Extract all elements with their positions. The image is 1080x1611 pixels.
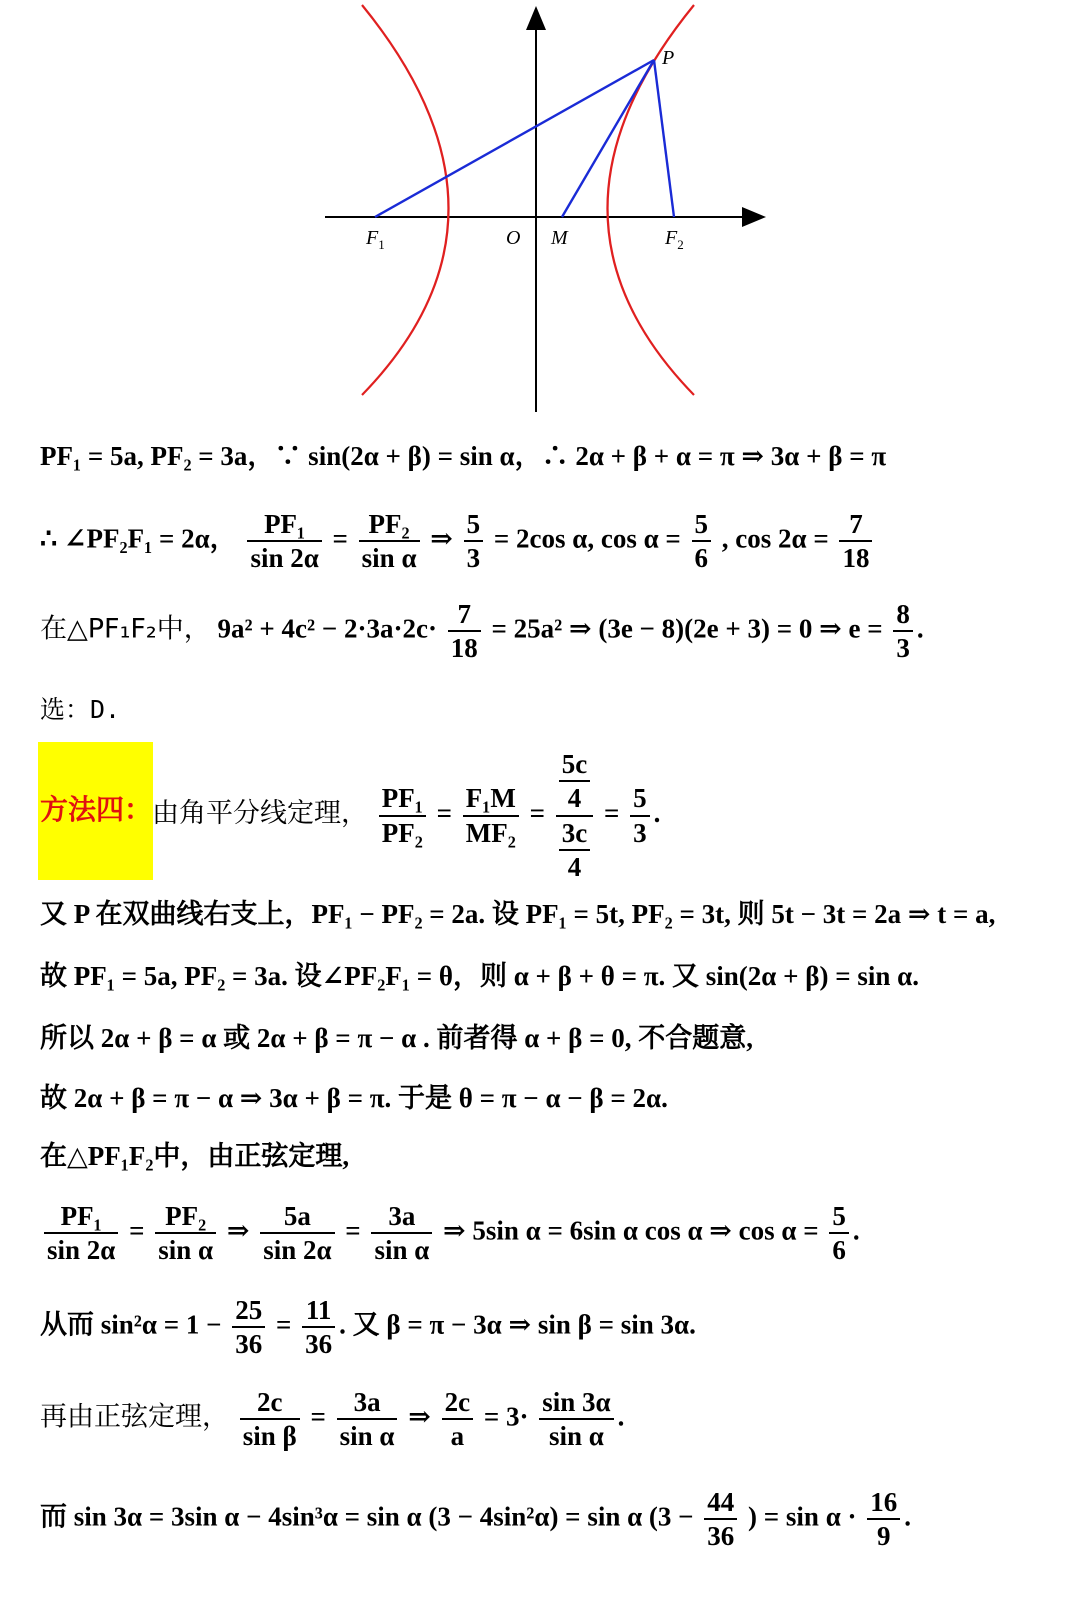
text: ∴ ∠PF₂F₁ = 2α， [40,523,237,554]
line-10: $\frac{\text{PF₁}}{\sin 2\alpha}$ = $\frac{\text{PF₂}}{\text{sin α}}$ ⇒ $\frac{5a}{\sin 2\alpha}$ = $\frac{3a}{\text{sin α}}$ ⇒ 5sin α = 6sin α cos α ⇒ cos α = $\frac{5}{6}$ . [40,1200,860,1267]
segment-pf1 [375,60,654,217]
line-6: 故 PF₁ = 5a, PF₂ = 3a. 设∠PF₂F₁ = θ，则 α + β + θ = π. 又 sin(2α + β) = sin α. [40,961,919,991]
text: ⇒ 5sin α = 6sin α cos α ⇒ cos α = [443,1215,819,1246]
label-m: M [551,227,568,249]
fraction: $\frac{8}{3}$ [893,598,913,665]
fraction: $\frac{5}{6}$ [829,1200,849,1267]
text: ) = sin α · [748,1501,857,1532]
fraction: $\frac{\text{PF₁}}{\text{PF₂}}$ [379,782,426,849]
fraction: $\frac{25}{36}$ [232,1294,265,1361]
line-5: 又 P 在双曲线右支上，PF₁ − PF₂ = 2a. 设 PF₁ = 5t, PF₂ = 3t, 则 5t − 3t = 2a ⇒ t = a, [40,899,996,929]
text: , cos 2α = [721,523,829,554]
text: 再由正弦定理， [40,1401,229,1433]
line-12: 再由正弦定理， $\frac{2c}{\text{sin β}}$ = $\frac{3a}{\text{sin α}}$ ⇒ $\frac{2c}{a}$ = 3· $\frac{\sin 3\alpha}{\text{sin α}}$ . [40,1387,625,1452]
fraction: $\frac{\text{F₁M}}{\text{MF₂}}$ [463,782,519,849]
answer-choice: 选：D. [40,695,121,724]
label-o: O [506,227,521,249]
method-label: 方法四： [40,793,153,826]
text: = 2cos α, cos α = [493,523,681,554]
line-13: 而 sin 3α = 3sin α − 4sin³α = sin α (3 − 4sin²α) = sin α (3 − $\frac{44}{36}$ ) = sin α · $\frac{16}{9}$ . [40,1487,912,1552]
fraction: $\frac{2c}{\text{sin β}}$ [240,1386,300,1453]
fraction: $\frac{5a}{\sin 2\alpha}$ [260,1200,334,1267]
fraction: $\frac{11}{36}$ [302,1294,335,1361]
fraction: $\frac{44}{36}$ [704,1486,737,1553]
text: 由角平分线定理， [152,797,368,829]
fraction: $\frac{16}{9}$ [867,1486,900,1553]
line-1: PF₁ = 5a, PF₂ = 3a，∵ sin(2α + β) = sin α，∴ 2α + β + α = π ⇒ 3α + β = π [40,441,887,471]
fraction: $\frac{\text{PF₂}}{\text{sin α}}$ [155,1200,216,1267]
fraction: $\frac{\text{PF₁}}{\sin 2\alpha}$ [44,1200,118,1267]
label-f1: $F_1$ [366,227,385,252]
compound-fraction: $\frac{\frac{5c}{4}}{\frac{3c}{4}}$ [556,748,593,884]
fraction: $\frac{\text{PF₂}}{\text{sin α}}$ [359,508,420,575]
fraction: $\frac{3a}{\text{sin α}}$ [337,1386,398,1453]
text: = 3· [483,1401,529,1432]
segment-pf2 [654,60,674,217]
text: ⇒ [430,523,453,554]
text: = [332,523,348,554]
line-3: 在△PF₁F₂中， 9a² + 4c² − 2·3a·2c· $\frac{7}{18}$ = 25a² ⇒ (3e − 8)(2e + 3) = 0 ⇒ e = $\frac{8}{3}$ . [40,599,924,664]
line-8: 故 2α + β = π − α ⇒ 3α + β = π. 于是 θ = π − α − β = 2α. [40,1083,668,1113]
text: 在△PF₁F₂中， [40,613,211,645]
fraction: $\frac{2c}{a}$ [442,1386,473,1453]
text: = [436,797,452,828]
text: = 25a² ⇒ (3e − 8)(2e + 3) = 0 ⇒ e = [491,613,883,644]
line-9: 在△PF₁F₂中，由正弦定理, [40,1141,350,1171]
hyperbola-figure [0,0,1080,430]
line-method: 由角平分线定理， $\frac{\text{PF₁}}{\text{PF₂}}$ = $\frac{\text{F₁M}}{\text{MF₂}}$ = $\frac{\frac{5c}{4}}{\frac{3c}{4}}$ = $\frac{5}{3}$ . [152,749,661,883]
fraction: $\frac{3a}{\text{sin α}}$ [371,1200,432,1267]
fraction: $\frac{7}{18}$ [448,598,481,665]
fraction: $\frac{5}{6}$ [692,508,712,575]
text: 从而 sin²α = 1 − [40,1309,222,1340]
fraction: $\frac{\text{PF₁}}{\sin 2\alpha}$ [247,508,321,575]
text: = [529,797,545,828]
fraction: $\frac{5}{3}$ [464,508,484,575]
line-2 [40,508,876,575]
label-p: P [662,47,675,69]
fraction: $\frac{7}{18}$ [839,508,872,575]
line-11: 从而 sin²α = 1 − $\frac{25}{36}$ = $\frac{11}{36}$ . 又 β = π − 3α ⇒ sin β = sin 3α. [40,1295,696,1360]
text: 而 sin 3α = 3sin α − 4sin³α = sin α (3 − 4sin²α) = sin α (3 − [40,1501,694,1532]
label-f2: $F_2$ [665,227,684,252]
line-7: 所以 2α + β = α 或 2α + β = π − α . 前者得 α + β = 0, 不合题意, [40,1023,754,1053]
text: 9a² + 4c² − 2·3a·2c· [217,613,437,644]
fraction: $\frac{\sin 3\alpha}{\text{sin α}}$ [539,1386,613,1453]
text: = [603,797,620,828]
fraction: $\frac{5}{3}$ [630,782,650,849]
